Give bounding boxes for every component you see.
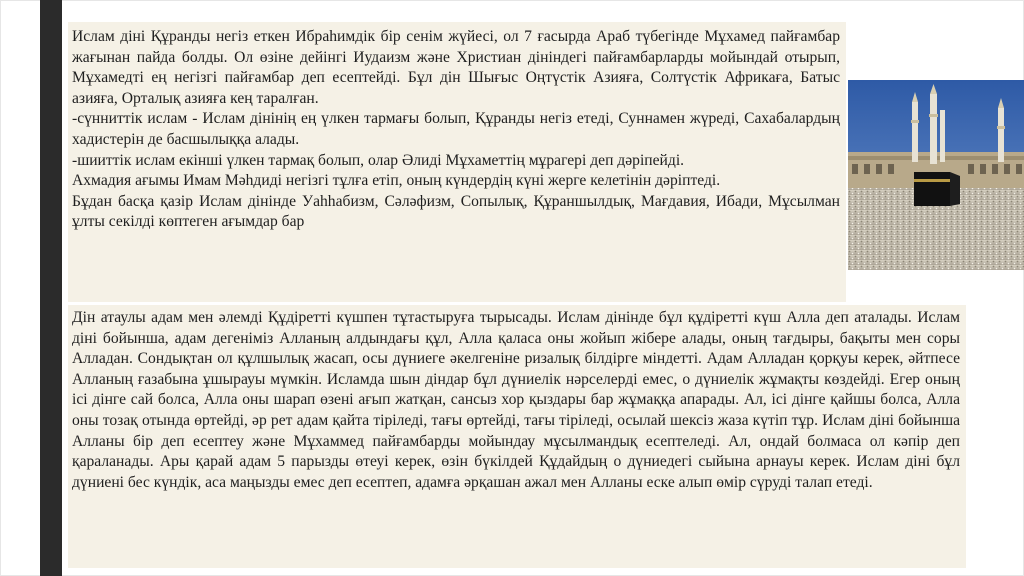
text-box-bottom bbox=[68, 305, 966, 568]
other-branches-paragraph: Бұдан басқа қазір Ислам дінінде Уаһһабизм, Сәләфизм, Сопылық, Құраншылдық, Мағдавия, Ибади, Мұсылман ұлты секілді көптеген ағымдар бар bbox=[72, 192, 840, 231]
left-accent-bar bbox=[40, 0, 62, 576]
intro-paragraph: Ислам діні Құранды негіз еткен Ибраһимдік бір сенім жүйесі, ол 7 ғасырда Араб түбегінде Мұхамед пайғамбар жағынан пайда болды. Ол өзіне дейінгі Иудаизм және Христиан дініндегі пайғамбарларды мойындай отырып, Мұхамедті ең негізгі пайғамбар деп есептейді. Бұл дін Шығыс Оңтүстік Азияға, Солтүстік Африкаға, Батыс азияға, Орталық азияға кең таралған. bbox=[72, 28, 840, 107]
main-paragraph: Дін атаулы адам мен әлемді Құдіретті күшпен тұтастыруға тырысады. Ислам дінінде бұл құдіретті күш Алла деп аталады. Ислам діні бойынша, адам дегеніміз Алланың алдындағы құл, Алла қаласа оны жойып жібере алады, оның тағдыры, бақыты мен соры Алладан. Сондықтан ол құлшылық жасап, осы дүниеге әкелгеніне ризалық білдірге міндетті. Адам Алладан қорқуы керек, әйтпесе Алланың ғазабына ұшырауы мүмкін. Исламда шын діндар бұл дүниелік нәрселерді емес, о дүниелік жұмақты көздейді. Егер оның ісі дінге сай болса, Алла оны шарап өзені ағып жатқан, сансыз хор қыздары бар жұмаққа апарады. Ал, ісі дінге қайшы болса, Алла оны тозақ отында өртейді, әр рет адам қайта тіріледі, тағы өртейді, тағы тіріледі, осылай шексіз жаза күтіп тұр. Ислам діні бойынша Алланы бір деп есептеу және Мұхаммед пайғамбарды мойындау мұсылмандық есептеледі. Ал, ондай болмаса ол кәпір деп қараланады. Ары қарай адам 5 парызды өтеуі керек, өзін бүкілдей Құдайдың о дүниедегі сыйына арнауы керек. Ислам діні бұл дүниені бес күндік, аса маңызды емес деп есептеп, адамға әрқашан ажал мен Алланы еске алып өмір сүруді талап етеді. bbox=[72, 309, 960, 491]
ahmadiyya-paragraph: Ахмадия ағымы Имам Мәһдиді негізгі тұлға етіп, оның күндердің күні жерге келетінін дәріптеді. bbox=[72, 172, 721, 190]
sunni-paragraph: -сүнниттік ислам - Ислам дінінің ең үлкен тармағы болып, Құранды негіз етеді, Суннамен жүреді, Сахабалардың хадистерін де басшылыққа алады. bbox=[72, 110, 840, 148]
shia-paragraph: -шииттік ислам екінші үлкен тармақ болып, олар Әлиді Мұхаметтің мұрагері деп дәріпейді. bbox=[72, 151, 685, 169]
text-box-top bbox=[68, 22, 846, 302]
kaaba-mecca-photo bbox=[848, 80, 1024, 270]
